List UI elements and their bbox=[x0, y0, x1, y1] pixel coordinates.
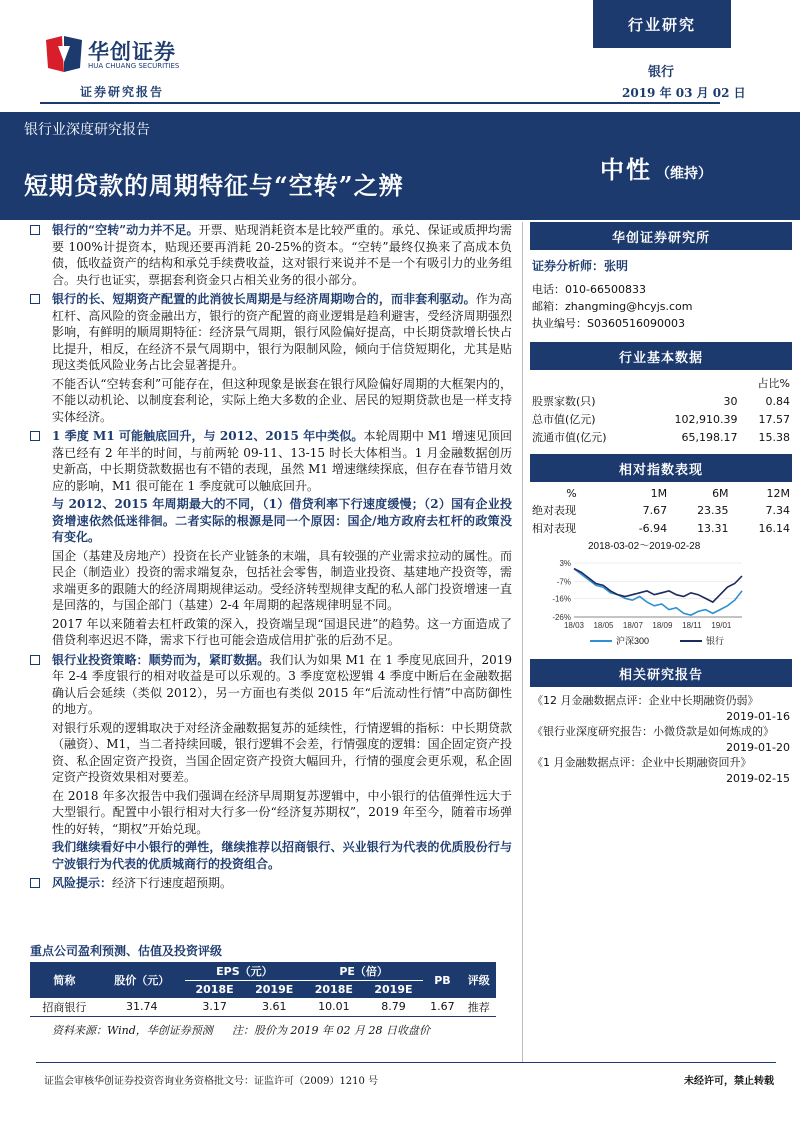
report-subtitle: 银行业深度研究报告 bbox=[24, 122, 150, 138]
bullet-4: 银行业投资策略：顺势而为，紧盯数据。我们认为如果 M1 在 1 季度见底回升，2019 年 2-4 季度银行的相对收益是可以乐观的。3 季度宽松逻辑 4 季度中断后在金融数据确认后会延续（类似 2012），另一方面也有类似 2015 年“后流动性行情”中高防御性的地方。 bbox=[30, 652, 512, 718]
table-row: 总市值(亿元) 102,910.39 17.57 bbox=[532, 412, 790, 426]
pct-column-header: 占比% bbox=[757, 377, 790, 390]
related-report-link[interactable]: 《12 月金融数据点评：企业中长期融资仍弱》 bbox=[532, 694, 759, 707]
header-divider bbox=[40, 102, 720, 104]
related-report-date: 2019-01-16 bbox=[726, 709, 790, 723]
chart-svg bbox=[530, 537, 792, 657]
brand-english-name: HUA CHUANG SECURITIES bbox=[88, 62, 180, 70]
analyst-phone: 电话：010-66500833 bbox=[532, 283, 646, 296]
table-row: 相对表现 -6.94 13.31 16.14 bbox=[532, 521, 790, 535]
y-tick-label: -26% bbox=[552, 613, 571, 622]
paragraph: 不能否认“空转套利”可能存在，但这种现象是嵌套在银行风险偏好周期的大框架内的，不能以动机论、以制度套利论，实际上绝大多数的企业、居民的短期贷款也是一样支持实体经济。 bbox=[52, 376, 512, 424]
table-row: 招商银行 31.74 3.17 3.61 10.01 8.79 1.67 推荐 bbox=[30, 998, 496, 1016]
related-report-link[interactable]: 《银行业深度研究报告：小微贷款是如何炼成的》 bbox=[532, 725, 774, 738]
related-report-link[interactable]: 《1 月金融数据点评：企业中长期融资回升》 bbox=[532, 756, 752, 769]
legend-label: 银行 bbox=[706, 636, 725, 646]
table-header-row: 2018E 2019E 2018E 2019E bbox=[30, 980, 496, 998]
index-performance-table bbox=[530, 486, 792, 537]
bullet-5: 风险提示：经济下行速度超预期。 bbox=[30, 875, 512, 892]
chart-title: 2018-03-02～2019-02-28 bbox=[588, 541, 701, 552]
performance-chart bbox=[530, 537, 792, 657]
y-tick-label: -16% bbox=[552, 594, 571, 604]
related-report-date: 2019-01-20 bbox=[726, 740, 790, 754]
logo-mark-icon bbox=[44, 34, 84, 74]
footer-copyright: 未经许可，禁止转载 bbox=[684, 1076, 774, 1087]
sidebar bbox=[530, 222, 792, 792]
x-tick-label: 18/11 bbox=[682, 621, 702, 630]
y-tick-label: -7% bbox=[556, 577, 571, 587]
basic-data-table bbox=[530, 374, 792, 446]
related-reports-header: 相关研究报告 bbox=[530, 659, 792, 687]
brand-logo bbox=[44, 34, 204, 74]
table-header-row: % 1M 6M 12M bbox=[566, 487, 790, 500]
table-row: 股票家数(只) 30 0.84 bbox=[532, 394, 790, 408]
column-divider bbox=[522, 222, 523, 1062]
rating-sub: （维持） bbox=[656, 166, 712, 182]
bullet-3: 1 季度 M1 可能触底回升，与 2012、2015 年中类似。本轮周期中 M1 增速见顶回落已经有 2 年半的时间，与前两轮 09-11、13-15 时长大体相当。1 月金融数据创历史新高，中长期贷款数据也有不错的表现，虽然 M1 增速继续探底，但存在春节错月效应的影响，M1 很可能在 1 季度就可以触底回升。 bbox=[30, 428, 512, 494]
data-source: 资料来源：Wind，华创证券预测 bbox=[52, 1024, 213, 1037]
x-tick-label: 19/01 bbox=[711, 621, 732, 630]
price-note: 注：股价为 2019 年 02 月 28 日收盘价 bbox=[232, 1024, 430, 1037]
bullet-2: 银行的长、短期资产配置的此消彼长周期是与经济周期吻合的，而非套利驱动。作为高杠杆、高风险的资金融出方，银行的资产配置的商业逻辑是趋利避害，受经济周期强烈影响，有鲜明的顺周期特征：经济景气周期，银行风险偏好提高，中长期贷款增长快占比提升，相反，在经济不景气周期中，银行为限制风险，倾向于信贷短期化，尤其是贴现这类低风险业务占比会显著提升。 bbox=[30, 291, 512, 374]
footer-divider bbox=[36, 1062, 776, 1063]
bullet-1: 银行的“空转”动力并不足。开票、贴现消耗资本是比较严重的。承兑、保证或质押均需要 100%计提资本，贴现还要再消耗 20-25%的资本。“空转”最终仅换来了高成本负债，低收益资产的结构和承兑手续费收益，这对银行来说并不是一个有吸引力的业务组合。央行也证实，票据套利资金只占相关业务的很小部分。 bbox=[30, 222, 512, 288]
checkbox-bullet-icon bbox=[30, 294, 40, 304]
paragraph: 国企（基建及房地产）投资在长产业链条的末端，具有较强的产业需求拉动的属性。而民企（制造业）投资的需求端复杂，包括社会零售，制造业投资、基建地产投资等，需求端更多的跟随大的经济周期规律运动。受经济转型规律支配的私人部门投资增速一直是回落的，与国企部门（基建）2-4 年周期的起落规律明显不同。 bbox=[52, 548, 512, 612]
x-tick-label: 18/09 bbox=[652, 621, 673, 630]
analyst-info bbox=[530, 250, 792, 332]
legend-label: 沪深300 bbox=[616, 636, 650, 646]
table-header-row: 简称 股价（元） EPS（元） PE（倍） PB 评级 bbox=[30, 962, 496, 980]
paragraph: 在 2018 年多次报告中我们强调在经济早周期复苏逻辑中，中小银行的估值弹性远大于大型银行。配置中小银行相对大行多一份“经济复苏期权”，2019 年至今，随着市场弹性的好转，“期权”开始兑现。 bbox=[52, 788, 512, 836]
series-line-1 bbox=[574, 569, 742, 616]
paragraph: 对银行乐观的逻辑取决于对经济金融数据复苏的延续性，行情逻辑的指标：中长期贷款（融资）、M1，当二者持续回暖，银行逻辑不会差，行情强度的逻辑：国企固定资产投资、私企固定资产投资，当国企固定资产投资大幅回升，行情的强度会更乐观，私企固定资产投资效果相对要差。 bbox=[52, 720, 512, 784]
checkbox-bullet-icon bbox=[30, 431, 40, 441]
report-type: 证券研究报告 bbox=[80, 85, 165, 99]
key-table-title: 重点公司盈利预测、估值及投资评级 bbox=[30, 944, 223, 958]
x-tick-label: 18/05 bbox=[593, 621, 614, 630]
rating-main: 中性 bbox=[600, 155, 652, 184]
related-reports-list bbox=[530, 687, 792, 792]
analyst-cert: 执业编号：S0360516090003 bbox=[532, 317, 685, 330]
main-content bbox=[30, 222, 512, 892]
related-report-date: 2019-02-15 bbox=[726, 771, 790, 785]
checkbox-bullet-icon bbox=[30, 655, 40, 665]
x-tick-label: 18/07 bbox=[622, 621, 643, 630]
y-tick-label: 3% bbox=[559, 559, 571, 568]
index-performance-header: 相对指数表现 bbox=[530, 454, 792, 482]
paragraph-bold: 我们继续看好中小银行的弹性，继续推荐以招商银行、兴业银行为代表的优质股份行与宁波银行为代表的优质城商行的投资组合。 bbox=[52, 840, 512, 871]
footer-license: 证监会审核华创证券投资咨询业务资格批文号：证监许可（2009）1210 号 bbox=[44, 1076, 379, 1087]
paragraph-bold: 与 2012、2015 年周期最大的不同，（1）借贷利率下行速度缓慢；（2）国有企业投资增速依然低迷徘徊。二者实际的根源是同一个原因：国企/地方政府去杠杆的政策没有变化。 bbox=[52, 497, 512, 544]
industry-tag: 行业研究 bbox=[593, 0, 731, 48]
sector-label: 银行 bbox=[648, 65, 675, 80]
key-company-table bbox=[30, 962, 496, 1017]
analyst-name: 证券分析师：张明 bbox=[532, 259, 629, 273]
checkbox-bullet-icon bbox=[30, 878, 40, 888]
table-row: 绝对表现 7.67 23.35 7.34 bbox=[532, 503, 790, 517]
x-tick-label: 18/03 bbox=[563, 621, 585, 630]
institute-header: 华创证券研究所 bbox=[530, 222, 792, 250]
report-date: 2019 年 03 月 02 日 bbox=[622, 86, 746, 100]
brand-name: 华创证券 bbox=[88, 40, 176, 64]
paragraph: 2017 年以来随着去杠杆政策的深入，投资端呈现“国退民进”的趋势。这一方面造成了借贷利率迟迟不降，需求下行也可能会造成信用扩张的后劲不足。 bbox=[52, 616, 512, 647]
checkbox-bullet-icon bbox=[30, 225, 40, 235]
report-title: 短期贷款的周期特征与“空转”之辨 bbox=[24, 171, 404, 200]
basic-data-header: 行业基本数据 bbox=[530, 342, 792, 370]
rating bbox=[600, 150, 712, 185]
table-row: 流通市值(亿元) 65,198.17 15.38 bbox=[532, 430, 790, 444]
analyst-email: 邮箱：zhangming@hcyjs.com bbox=[532, 300, 693, 313]
